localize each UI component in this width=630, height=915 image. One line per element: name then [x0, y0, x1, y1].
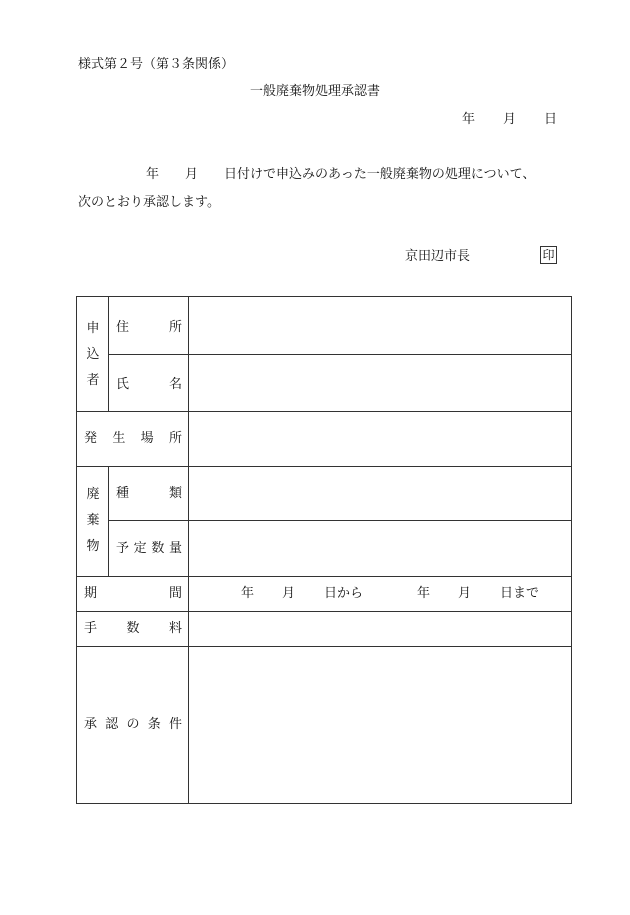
period-to-month: 月 — [458, 586, 472, 601]
issue-date-year: 年 — [462, 112, 476, 127]
waste-type-label: 種 類 — [116, 486, 182, 501]
location-field[interactable] — [189, 412, 572, 466]
issuing-authority: 京田辺市長 — [405, 249, 471, 264]
name-label: 氏 名 — [116, 377, 182, 392]
name-field[interactable] — [189, 355, 572, 411]
planned-quantity-label: 予 定 数 量 — [116, 541, 182, 556]
period-label: 期 間 — [84, 586, 182, 601]
issue-date-month: 月 — [503, 112, 517, 127]
fee-field[interactable] — [189, 612, 572, 646]
address-field[interactable] — [189, 297, 572, 354]
issue-date-day: 日 — [544, 112, 558, 127]
period-field[interactable] — [189, 577, 572, 611]
period-to-day: 日まで — [500, 586, 540, 601]
applicant-group-label: 申 込 者 — [86, 321, 100, 388]
seal-box: 印 — [540, 246, 557, 264]
waste-group-label: 廃 棄 物 — [86, 487, 100, 554]
approval-conditions-field[interactable] — [189, 647, 572, 804]
location-label: 発 生 場 所 — [84, 431, 182, 446]
planned-quantity-field[interactable] — [189, 521, 572, 576]
period-from-day: 日から — [324, 586, 364, 601]
fee-label: 手 数 料 — [84, 621, 182, 636]
period-from-year: 年 — [241, 586, 255, 601]
period-to-year: 年 — [417, 586, 431, 601]
body-text-line1: 年 月 日付けで申込みのあった一般廃棄物の処理について、 — [146, 167, 536, 182]
body-text-line2: 次のとおり承認します。 — [78, 195, 220, 210]
document-title: 一般廃棄物処理承認書 — [250, 84, 381, 99]
period-from-month: 月 — [282, 586, 296, 601]
approval-form-table — [76, 296, 572, 804]
waste-type-field[interactable] — [189, 467, 572, 520]
form-number: 様式第２号（第３条関係） — [78, 57, 235, 72]
address-label: 住 所 — [116, 320, 182, 335]
approval-conditions-label: 承 認 の 条 件 — [84, 717, 182, 732]
